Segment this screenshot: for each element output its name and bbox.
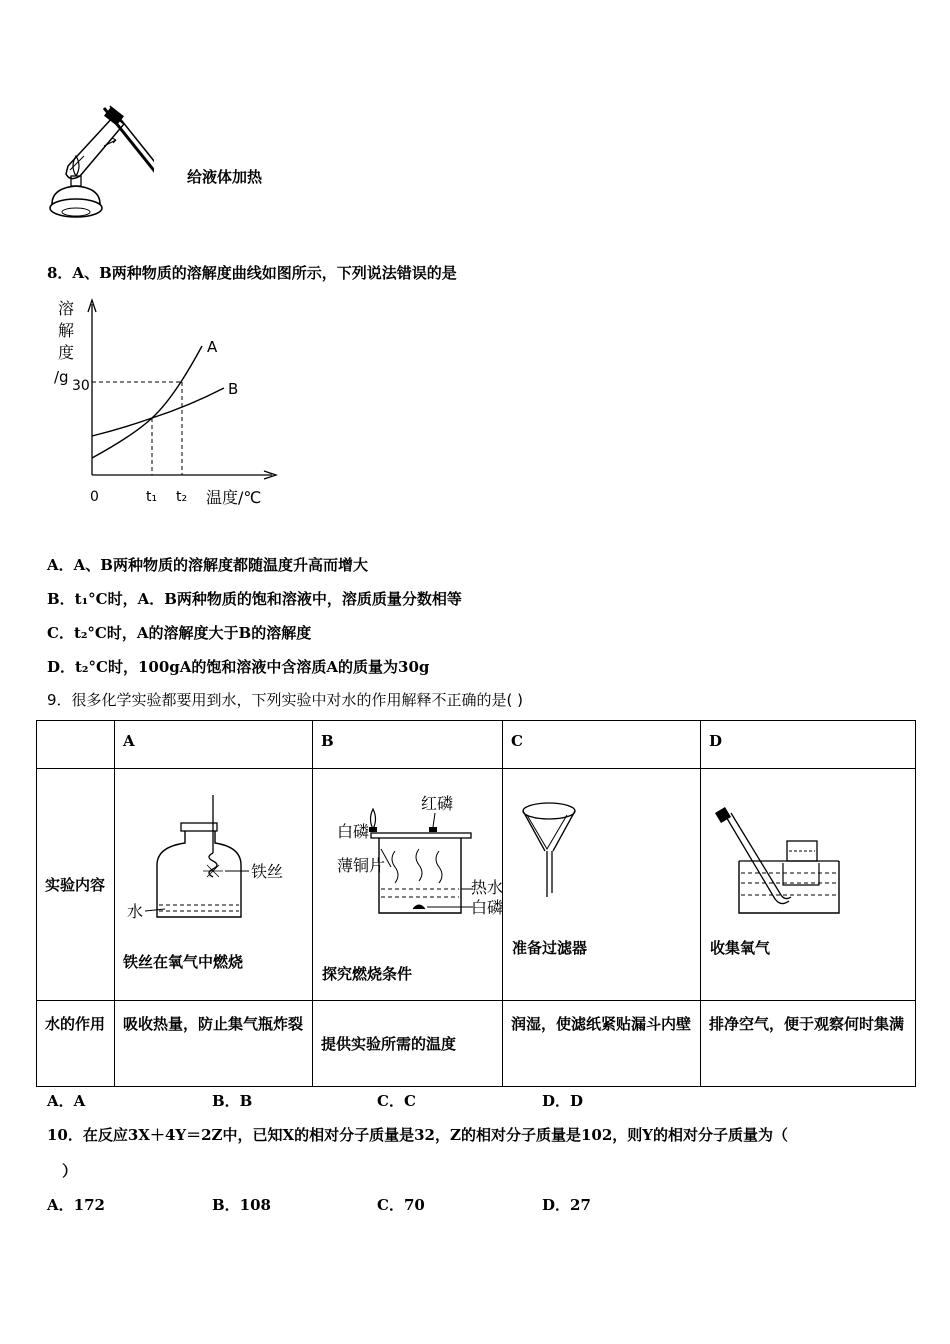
white-phosphorus-bottom-label: 白磷 <box>471 898 503 917</box>
q8-option-d: D．t₂°C时，100gA的饱和溶液中含溶质A的质量为30g <box>47 658 430 676</box>
y-tick-30: 30 <box>72 378 90 394</box>
x-axis-label: 温度/℃ <box>206 488 262 507</box>
q10-options <box>0 1194 950 1214</box>
ylabel-char-2: 解 <box>58 321 75 340</box>
q9-option-d: D．D <box>542 1092 584 1110</box>
solubility-chart <box>44 290 284 515</box>
iron-wire-label: 铁丝 <box>251 862 284 881</box>
filter-funnel-diagram <box>519 799 589 903</box>
iron-wire-diagram <box>125 791 305 931</box>
curve-A-label: A <box>207 338 218 356</box>
q8-option-c: C．t₂°C时，A的溶解度大于B的溶解度 <box>47 624 312 642</box>
q9-caption-d: 收集氧气 <box>710 939 771 957</box>
q9-options <box>0 1090 950 1110</box>
x-tick-t1: t₁ <box>146 489 158 505</box>
q9-caption-b: 探究燃烧条件 <box>322 965 413 983</box>
origin-label: 0 <box>90 489 99 505</box>
q9-header-empty <box>37 721 115 769</box>
hot-water-label: 热水 <box>471 878 503 897</box>
q10-option-d: D．27 <box>542 1196 591 1214</box>
q9-water-role-b: 提供实验所需的温度 <box>321 1034 457 1053</box>
q9-row2-label: 水的作用 <box>45 1015 106 1033</box>
combustion-conditions-diagram <box>335 789 503 919</box>
q9-option-b: B．B <box>212 1092 253 1110</box>
q9-row1-label: 实验内容 <box>45 875 106 894</box>
q9-header-c: C <box>511 732 523 750</box>
q9-stem: 9．很多化学实验都要用到水，下列实验中对水的作用解释不正确的是( ) <box>47 691 524 709</box>
ylabel-char-1: 溶 <box>58 299 75 318</box>
q10-stem-end: ） <box>62 1162 78 1180</box>
q9-row-water-role <box>37 1001 916 1087</box>
q9-caption-c: 准备过滤器 <box>512 939 588 957</box>
q9-water-role-d: 排净空气，便于观察何时集满 <box>709 1015 905 1033</box>
water-label: 水 <box>127 902 144 921</box>
q8-option-b: B．t₁°C时，A．B两种物质的饱和溶液中，溶质质量分数相等 <box>47 590 462 608</box>
curve-A <box>92 346 202 458</box>
ylabel-char-3: 度 <box>58 343 75 362</box>
q9-header-b: B <box>321 732 334 750</box>
heating-apparatus-diagram <box>44 100 154 225</box>
q9-header-row <box>37 721 916 769</box>
q9-table <box>36 720 916 1087</box>
q9-water-role-a: 吸收热量，防止集气瓶炸裂 <box>123 1015 304 1033</box>
copper-sheet-label: 薄铜片 <box>337 856 386 875</box>
oxygen-collection-diagram <box>709 803 859 915</box>
q9-water-role-c: 润湿，使滤纸紧贴漏斗内壁 <box>511 1015 692 1033</box>
white-phosphorus-top-label: 白磷 <box>337 822 370 841</box>
ylabel-char-4: /g <box>54 368 69 386</box>
q8-option-a: A．A、B两种物质的溶解度都随温度升高而增大 <box>47 556 368 574</box>
x-tick-t2: t₂ <box>176 489 188 505</box>
red-phosphorus-label: 红磷 <box>421 794 454 813</box>
q9-row-content <box>37 769 916 1001</box>
q10-option-b: B．108 <box>212 1196 271 1214</box>
q9-header-d: D <box>709 732 723 750</box>
q10-option-c: C．70 <box>377 1196 425 1214</box>
q9-option-a: A．A <box>47 1092 86 1110</box>
heating-label: 给液体加热 <box>187 168 263 186</box>
q8-stem: 8．A、B两种物质的溶解度曲线如图所示，下列说法错误的是 <box>47 264 457 282</box>
q9-caption-a: 铁丝在氧气中燃烧 <box>123 953 244 971</box>
q10-option-a: A．172 <box>47 1196 105 1214</box>
q9-header-a: A <box>123 732 135 750</box>
q9-option-c: C．C <box>377 1092 416 1110</box>
q10-stem: 10．在反应3X＋4Y＝2Z中，已知X的相对分子质量是32，Z的相对分子质量是102，则Y的相对分子质量为（ <box>47 1126 788 1144</box>
curve-B-label: B <box>228 380 239 398</box>
